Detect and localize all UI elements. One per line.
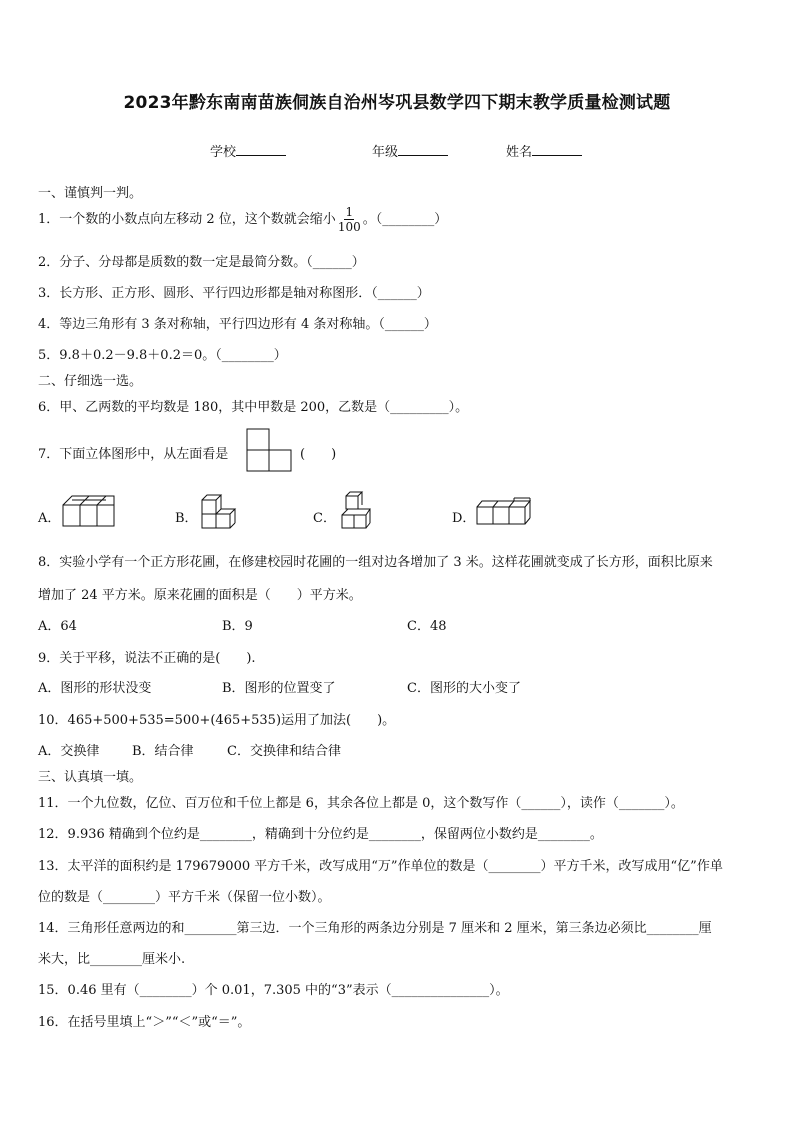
question-12: 12．9.936 精确到个位约是________，精确到十分位约是________，保留两位小数约是________。 [38,827,603,842]
q8-option-c[interactable]: C．48 [407,619,447,634]
left-view-figure [246,428,292,472]
school-label: 学校 [210,145,237,160]
question-2: 2．分子、分母都是质数的数一定是最简分数。（______） [38,255,365,270]
question-1 [38,205,447,234]
q9-option-a[interactable]: A．图形的形状没变 [38,681,152,696]
name-field [506,141,582,160]
grade-field [372,141,448,160]
name-label: 姓名 [506,145,533,160]
fraction [338,205,361,234]
fraction-denominator: 100 [337,220,361,234]
grade-label: 年级 [372,145,399,160]
cube-figure-a [62,494,118,528]
name-blank [532,141,582,156]
q10-option-b[interactable]: B．结合律 [132,744,194,759]
school-field [210,141,286,160]
q7-option-d[interactable]: D． [452,511,476,526]
school-blank [236,141,286,156]
q7-option-b[interactable]: B． [175,511,198,526]
cube-figure-d [476,497,532,527]
q10-option-c[interactable]: C．交换律和结合律 [227,744,341,759]
question-15: 15．0.46 里有（________）个 0.01，7.305 中的“3”表示（_______________）。 [38,983,509,998]
question-10: 10．465+500+535=500+(465+535)运用了加法( )。 [38,713,396,728]
question-11: 11．一个九位数，亿位、百万位和千位上都是 6，其余各位上都是 0，这个数写作（______），读作（_______）。 [38,796,684,811]
question-7 [38,443,228,462]
question-13-line-1: 13．太平洋的面积约是 179679000 平方千米，改写成用“万”作单位的数是（________）平方千米，改写成用“亿”作单 [38,859,723,874]
question-3: 3．长方形、正方形、圆形、平行四边形都是轴对称图形．（______） [38,286,430,301]
question-1-text: 1．一个数的小数点向左移动 2 位，这个数就会缩小 [38,212,336,227]
q8-option-b[interactable]: B．9 [222,619,253,634]
question-8-line-2: 增加了 24 平方米。原来花圃的面积是（ ）平方米。 [38,588,362,603]
grade-blank [398,141,448,156]
question-14-line-2: 米大，比________厘米小. [38,952,186,967]
question-6: 6．甲、乙两数的平均数是 180，其中甲数是 200，乙数是（_________）。 [38,400,469,415]
fraction-numerator: 1 [345,205,354,219]
q7-option-a[interactable]: A． [38,511,61,526]
q7-option-c[interactable]: C． [313,511,336,526]
q9-option-b[interactable]: B．图形的位置变了 [222,681,336,696]
question-14-line-1: 14．三角形任意两边的和________第三边．一个三角形的两条边分别是 7 厘米和 2 厘米，第三条边必须比________厘 [38,921,712,936]
section-2-heading: 二、仔细选一选。 [38,374,143,389]
page-title: 2023年黔东南南苗族侗族自治州岑巩县数学四下期末教学质量检测试题 [123,93,671,113]
question-7-text: 7．下面立体图形中，从左面看是 [38,447,229,462]
question-8-line-1: 8．实验小学有一个正方形花圃，在修建校园时花圃的一组对边各增加了 3 米。这样花圃就变成了长方形，面积比原来 [38,555,713,570]
section-1-heading: 一、谨慎判一判。 [38,186,143,201]
q9-option-c[interactable]: C．图形的大小变了 [407,681,521,696]
q8-option-a[interactable]: A．64 [38,619,77,634]
question-9: 9．关于平移，说法不正确的是( ). [38,651,256,666]
cube-figure-b [200,494,240,530]
question-4: 4．等边三角形有 3 条对称轴，平行四边形有 4 条对称轴。（______） [38,317,437,332]
question-7-paren: ( ) [300,447,337,462]
question-16: 16．在括号里填上“＞”“＜”或“＝”。 [38,1015,251,1030]
question-13-line-2: 位的数是（________）平方千米（保留一位小数）。 [38,890,331,905]
question-1-answer: 。（________） [362,212,448,227]
cube-figure-c [338,490,378,530]
question-5: 5．9.8＋0.2－9.8＋0.2＝0。（________） [38,348,287,363]
q10-option-a[interactable]: A．交换律 [38,744,100,759]
section-3-heading: 三、认真填一填。 [38,770,143,785]
